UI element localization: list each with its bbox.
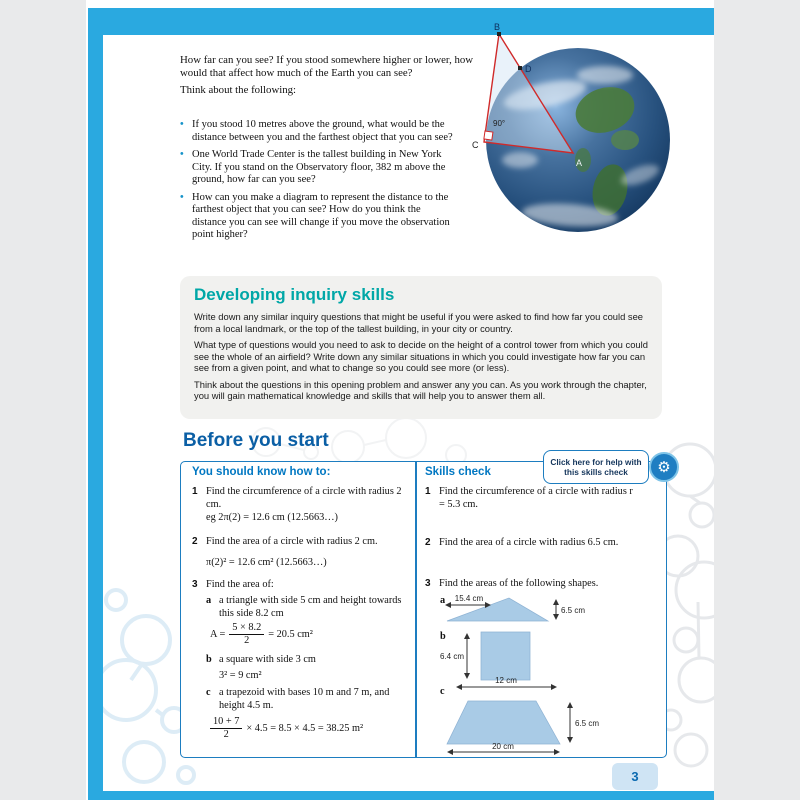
example-line: eg 2π(2) = 12.6 cm (12.5663…) bbox=[206, 512, 338, 523]
item-text: Find the area of a circle with radius 6.5 cm. bbox=[439, 537, 619, 548]
inquiry-title: Developing inquiry skills bbox=[194, 285, 395, 304]
know-item-3 bbox=[192, 579, 411, 592]
dimension-label: 6.5 cm bbox=[561, 606, 586, 615]
dimension-label: 15.4 cm bbox=[454, 594, 484, 603]
skills-item-1 bbox=[425, 486, 639, 511]
formula-3a bbox=[210, 622, 313, 647]
skills-help-badge-label: Click here for help with this skills check bbox=[550, 456, 642, 477]
inquiry-paragraph: Think about the questions in this opening problem and answer any you can. As you work through the chapter, you will gain mathematical knowledge and skills that will help you to answer them all. bbox=[194, 378, 647, 401]
item-number: 2 bbox=[192, 536, 198, 547]
angle-label: 90° bbox=[493, 119, 506, 128]
before-you-start-title: Before you start bbox=[183, 430, 329, 451]
fraction-numerator: 5 × 8.2 bbox=[229, 622, 264, 635]
fraction-denominator: 2 bbox=[244, 634, 250, 646]
item-text: Find the area of a circle with radius 2 cm. bbox=[206, 536, 378, 547]
point-label-a: A bbox=[576, 158, 583, 168]
shape-b-figure bbox=[438, 626, 613, 692]
skills-item-2 bbox=[425, 537, 655, 550]
item-number: 2 bbox=[425, 537, 431, 548]
left-bar bbox=[88, 8, 103, 791]
gear-icon: ⚙ bbox=[657, 459, 671, 476]
bullet-list bbox=[180, 119, 456, 247]
fraction bbox=[210, 716, 242, 741]
shape-c-figure bbox=[438, 694, 613, 758]
shape-b-label: b bbox=[440, 631, 446, 642]
shape-a-figure bbox=[438, 592, 608, 628]
intro-paragraph: How far can you see? If you stood somewhere higher or lower, how would that affect how much of the Earth you can see? bbox=[180, 54, 474, 79]
formula-3c bbox=[210, 716, 363, 741]
vertex-marker-b bbox=[497, 32, 501, 36]
page-number: 3 bbox=[631, 769, 639, 784]
skills-column-title: Skills check bbox=[425, 466, 491, 478]
item-number: 1 bbox=[425, 486, 431, 497]
formula-prefix: A = bbox=[210, 628, 226, 640]
item-text: a triangle with side 5 cm and height towards this side 8.2 cm bbox=[219, 595, 402, 619]
bullet-item: • How can you make a diagram to represent the distance to the farthest object that you can see? How do you think the distance you can see will change if you move the observation point higher? bbox=[180, 192, 456, 242]
know-item-3c bbox=[206, 687, 402, 712]
textbook-page bbox=[86, 0, 714, 800]
item-number: 1 bbox=[192, 486, 198, 497]
think-line: Think about the following: bbox=[180, 84, 297, 96]
know-column-title: You should know how to: bbox=[192, 466, 331, 478]
know-item-1 bbox=[192, 486, 411, 511]
fraction-numerator: 10 + 7 bbox=[210, 716, 242, 729]
sub-item-label: b bbox=[206, 654, 212, 665]
formula-3b: 3² = 9 cm² bbox=[219, 670, 262, 681]
sub-item-label: a bbox=[206, 595, 212, 606]
formula-suffix: = 20.5 cm² bbox=[268, 628, 313, 640]
skills-help-gear-button[interactable] bbox=[649, 452, 679, 482]
bullet-item: • One World Trade Center is the tallest building in New York City. If you stand on the Observatory floor, 382 m above the ground, how far can you see? bbox=[180, 149, 456, 187]
fraction-denominator: 2 bbox=[223, 728, 229, 740]
item-text: Find the circumference of a circle with radius r = 5.3 cm. bbox=[439, 486, 633, 510]
know-item-3b bbox=[206, 654, 402, 667]
know-item-3a bbox=[206, 595, 402, 620]
item-text: Find the areas of the following shapes. bbox=[439, 578, 599, 589]
column-divider bbox=[415, 461, 417, 758]
page-number-badge bbox=[612, 763, 658, 790]
skills-help-badge[interactable] bbox=[543, 450, 649, 484]
dimension-label: 6.4 cm bbox=[439, 652, 464, 661]
dimension-label: 12 cm bbox=[495, 676, 517, 685]
right-angle-marker bbox=[484, 131, 493, 140]
bullet-item: • If you stood 10 metres above the ground, what would be the distance between you and the farthest object that you can see? bbox=[180, 119, 456, 144]
fraction bbox=[229, 622, 264, 647]
shape-a-label: a bbox=[440, 595, 446, 606]
item-number: 3 bbox=[192, 579, 198, 590]
dimension-label: 6.5 cm bbox=[575, 719, 600, 728]
intro-block bbox=[180, 54, 480, 97]
sub-item-label: c bbox=[206, 687, 211, 698]
shape-c-label: c bbox=[440, 686, 445, 697]
inquiry-paragraph: Write down any similar inquiry questions that might be useful if you were asked to find how far you could see from a local landmark, or the top of the tallest building, in your city or country. bbox=[194, 311, 644, 334]
point-label-c: C bbox=[472, 140, 479, 150]
formula-suffix: × 4.5 = 8.5 × 4.5 = 38.25 m² bbox=[246, 722, 364, 734]
item-text: a square with side 3 cm bbox=[219, 654, 316, 665]
bottom-bar bbox=[88, 791, 714, 800]
vertex-marker-d bbox=[518, 66, 522, 70]
item-text: Find the area of: bbox=[206, 579, 274, 590]
skills-item-3 bbox=[425, 578, 655, 591]
item-text: Find the circumference of a circle with radius 2 cm. bbox=[206, 486, 402, 510]
earth-diagram bbox=[455, 20, 705, 260]
item-text: a trapezoid with bases 10 m and 7 m, and height 4.5 m. bbox=[219, 687, 390, 711]
inquiry-paragraph: What type of questions would you need to ask to decide on the height of a control tower from which you could see the whole of an airfield? Write down any similar situations in which you could investigate how far you can see from a given point, and what to change so you could see more (or less). bbox=[194, 339, 648, 373]
point-label-b: B bbox=[494, 22, 501, 32]
point-label-d: D bbox=[525, 64, 532, 74]
dimension-label: 20 cm bbox=[492, 742, 514, 751]
inquiry-box bbox=[180, 276, 662, 419]
item-number: 3 bbox=[425, 578, 431, 589]
formula-line: π(2)² = 12.6 cm² (12.5663…) bbox=[206, 557, 327, 568]
know-item-2 bbox=[192, 536, 411, 549]
